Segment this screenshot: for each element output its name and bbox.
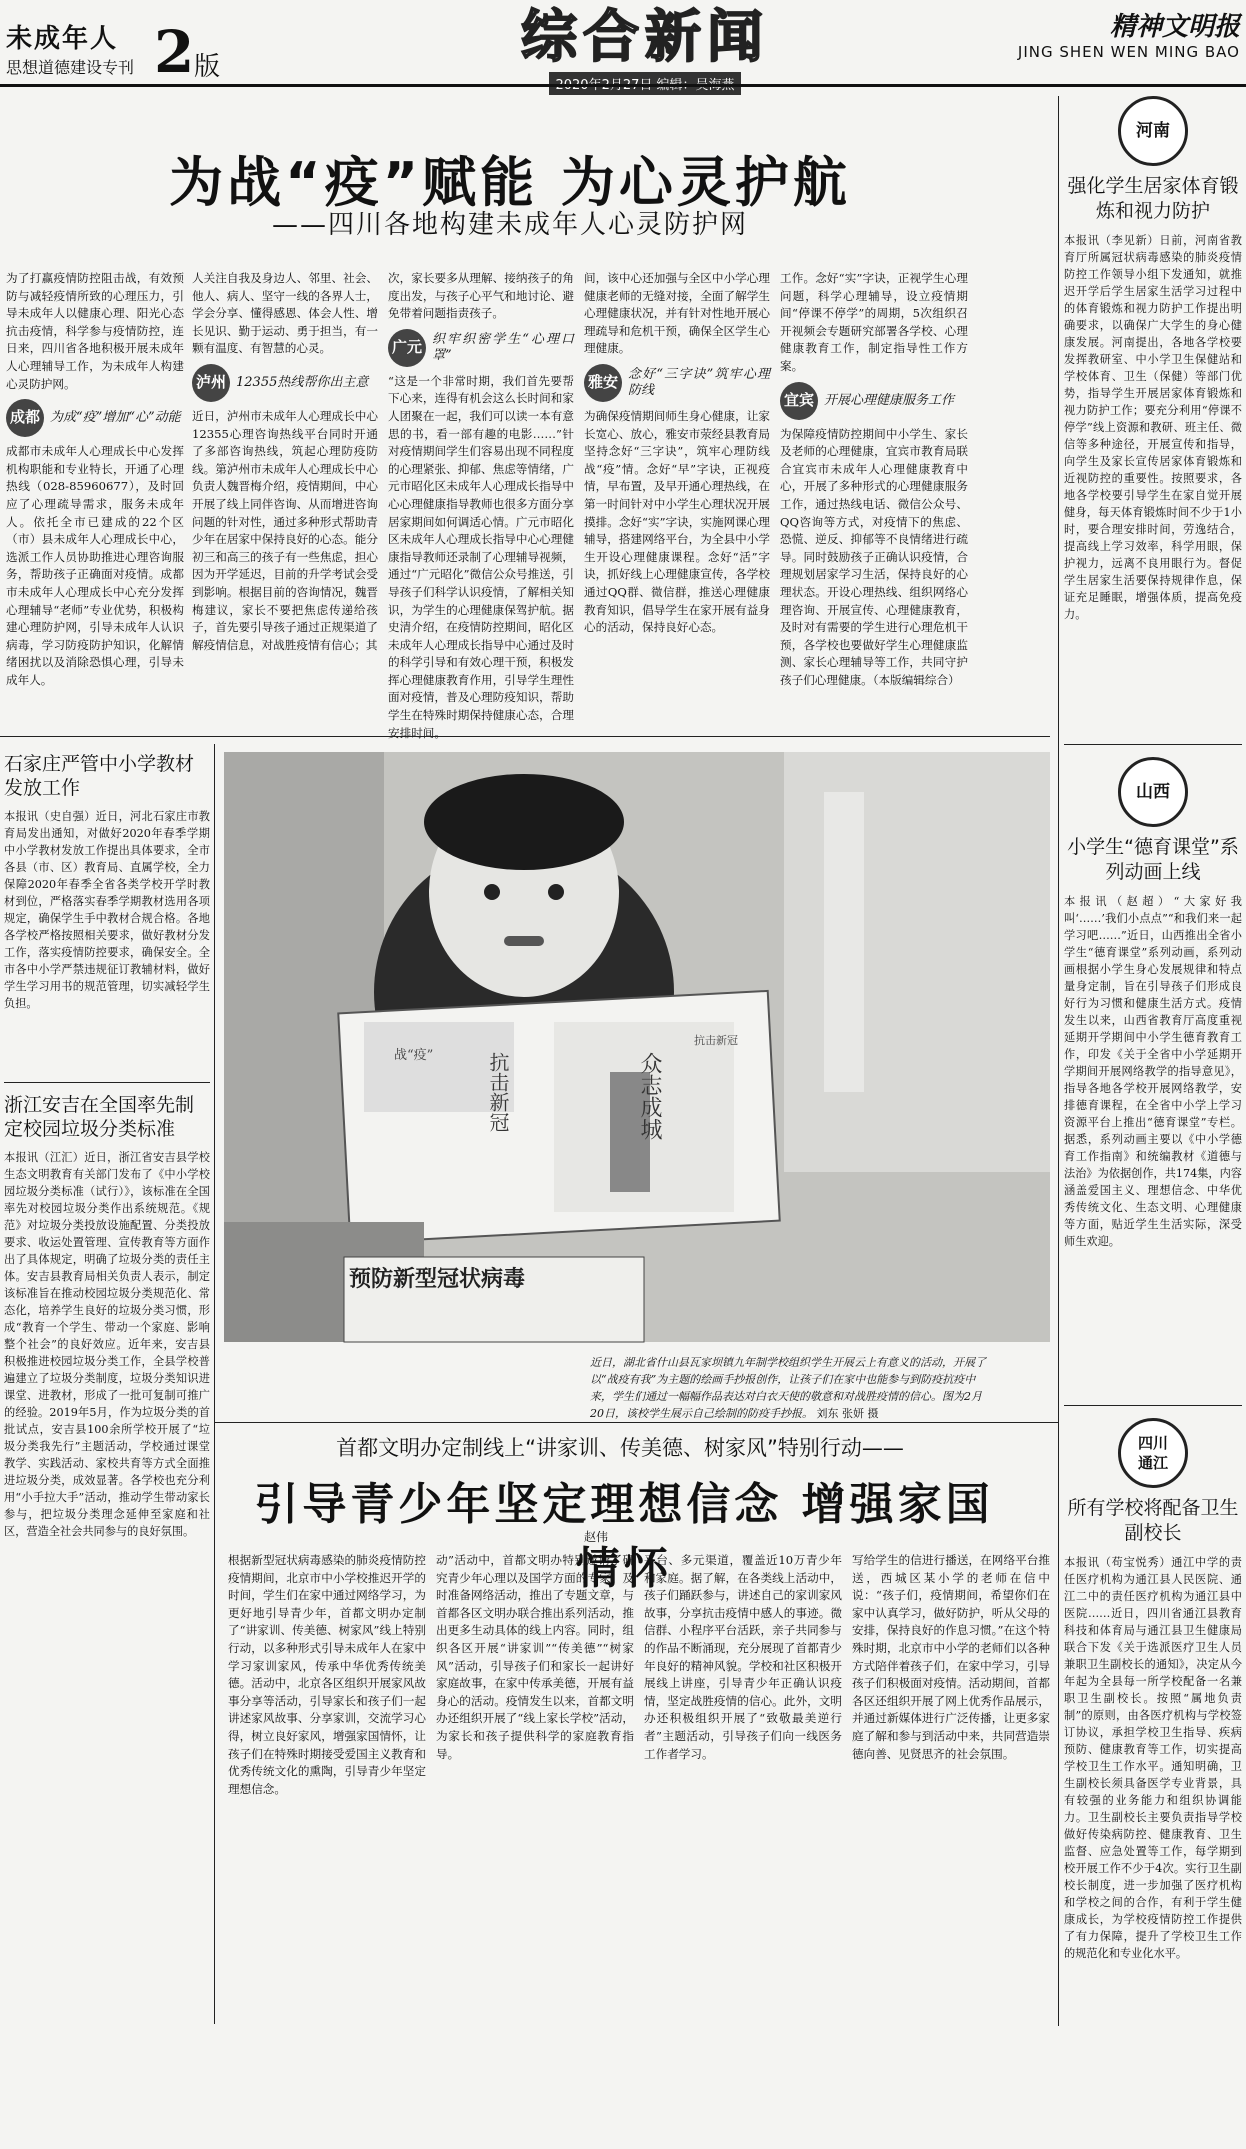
brief-headline: 石家庄严管中小学教材发放工作 (4, 753, 195, 799)
story2-byline: 赵伟 (584, 1530, 609, 1544)
place-seal: 雅安 (584, 364, 622, 402)
brief-headline: 浙江安吉在全国率先制定校园垃圾分类标准 (4, 1094, 195, 1140)
divider (4, 1082, 210, 1083)
subhead-guangyuan (388, 329, 574, 367)
brief-body: 本报讯（苟宝悦秀）通江中学的责任医疗机构为通江县人民医院、通江二中的责任医疗机构为通江县中医院……近日，四川省通江县教育科技和体育局与通江县卫生健康局联合下发《关于选派医疗卫生人员兼职卫生副校长的通知》，决定从今年起为全县每一所学校配备一名兼职卫生副校长。按照“属地负责制”的原则，由各医疗机构与学校签订协议，承担学校卫生指导、疾病预防、健康教育等工作，切实提高学校卫生工作水平。通知明确，卫生副校长须具备医学专业背景，具有较强的业务能力和组织协调能力。卫生副校长主要负责指导学校做好传染病防控、健康教育、卫生监督、应急处置等工作，每学期到校开展工作不少于4次。实行卫生副校长制度，进一步加强了医疗机构和学校之间的合作，有利于学生健康成长，为学校疫情防控工作提供了有力保障，提升了学校卫生工作的规范化和专业化水平。 (1064, 1556, 1242, 1960)
lead-column-1 (6, 270, 184, 690)
lead-paragraph: 成都市未成年人心理成长中心发挥机构职能和专业特长，开通了心理热线（028-85960677），及时回应了心理疏导需求，服务未成年人。依托全市已建成的22个区（市）县未成年人心理成长中心，选派工作人员协助推进心理咨询服务，帮助孩子正确面对疫情。成都市未成年人心理成长中心充分发挥心理辅导“老师”专业优势，积极构建心理防护网，引导未成年人认识病毒，学习防疫防护知识，化解情绪困扰以及消除恐惧心理，引导未成年人。 (6, 444, 184, 687)
section-title: 未成年人 (6, 24, 119, 54)
poster-text: 抗击新冠 (486, 1052, 510, 1132)
left-column (4, 752, 210, 2149)
news-photo (224, 752, 1050, 1342)
region-badge: 山西 (1118, 757, 1188, 827)
lead-column-2 (192, 270, 378, 690)
brief-headline: 所有学校将配备卫生副校长 (1067, 1497, 1239, 1544)
divider (214, 744, 215, 2024)
lead-headline: 为战“疫”赋能 为心灵护航 (169, 151, 851, 214)
poster-text: 众志成城 (637, 1052, 662, 1140)
story2-column-1: 根据新型冠状病毒感染的肺炎疫情防控疫情期间，北京市中小学校推迟开学的时间，学生们在家中通过网络学习，为更好地引导青少年，首都文明办定制了“讲家训、传美德、树家风”线上特别行动，以多种形式引导未成年人在家中学习家训家风，传承中华优秀传统美德。活动中，北京各区组织开展家风故事分享等活动，引导家长和孩子们一起讲述家风故事、分享家训，交流学习心得，树立良好家风，增强家国情怀，让孩子们在特殊时期接受爱国主义教育和优秀传统文化的熏陶，引导青少年坚定理想信念。 (228, 1553, 426, 1796)
brief-body: 本报讯（江汇）近日，浙江省安吉县学校生态文明教育有关部门发布了《中小学校园垃圾分类标准（试行）》，该标准在全国率先对校园垃圾分类作出系统规范。《规范》对垃圾分类投放设施配置、分类投放要求、收运处置管理、宣传教育等方面作出了具体规定，明确了垃圾分类的责任主体。安吉县教育局相关负责人表示，制定该标准旨在推动校园垃圾分类规范化、常态化，培养学生良好的垃圾分类习惯，形成“教育一个学生、带动一个家庭、影响整个社会”的良好效应。近年来，安吉县积极推进校园垃圾分类工作，全县学校普遍建立了垃圾分类制度，垃圾分类知识进课堂、进教材，形成了一批可复制可推广的经验。2019年5月，作为垃圾分类的首批试点，安吉县100余所学校开展了“垃圾分类我先行”主题活动，学校通过课堂教学、实践活动、家校共育等方式全面推进垃圾分类，成效显著。各学校也充分利用“小手拉大手”活动，推动学生带动家长参与，把垃圾分类理念延伸至家庭和社区，营造全社会共同参与的良好氛围。 (4, 1151, 210, 1538)
subhead-text: 12355热线帮你出主意 (236, 374, 369, 390)
paper-name-cn: 精神文明报 (1109, 12, 1240, 42)
masthead-rule (0, 84, 1246, 87)
story2-column-4: 写给学生的信进行播送，在网络平台推送，西城区某小学的老师在信中说：“孩子们，疫情期间，希望你们在家中认真学习，做好防护，听从父母的安排，保持良好的作息习惯。”在这个特殊时期，北京市中小学的老师们以各种方式陪伴着孩子们，在家中学习，引导孩子们积极面对疫情。活动期间，首都各区还组织开展了网上优秀作品展示，并通过新媒体进行广泛传播，让更多家庭了解和参与到活动中来，共同营造崇德向善、见贤思齐的社会氛围。 (852, 1553, 1050, 1761)
brief-body: 本报讯（史自强）近日，河北石家庄市教育局发出通知，对做好2020年春季学期中小学教材发放工作提出具体要求，全市各县（市、区）教育局、直属学校，全力保障2020年春季全省各类学校开学时教材到位，严格落实春季学期教材选用各项规定，确保学生手中教材合规合格。各地各学校严格按照相关要求，做好教材分发工作，落实疫情防控要求，确保安全。全市各中小学严禁违规征订教辅材料，做好学生学习用书的规范管理，切实减轻学生负担。 (4, 810, 210, 1010)
paper-name-en: JING SHEN WEN MING BAO (1017, 43, 1240, 61)
date-line: 2020年2月27日 编辑：吴海燕 (549, 72, 740, 95)
story2-headline: 引导青少年坚定理想信念 增强家国情怀 (254, 1479, 994, 1594)
brief-headline: 小学生“德育课堂”系列动画上线 (1067, 836, 1239, 883)
page-suffix: 版 (194, 52, 221, 82)
subhead-chengdu (6, 399, 184, 437)
page-name: 综合新闻 (521, 5, 769, 70)
subhead-yaan (584, 364, 770, 402)
story2-column-3: 平台、多元渠道，覆盖近10万青少年和家庭。据了解，在各类线上活动中，孩子们踊跃参与，讲述自己的家训家风故事，分享抗击疫情中感人的事迹。微信群、小程序平台活跃，亲子共同参与的作品不断涌现，充分展现了首都青少年良好的精神风貌。学校和社区积极开展线上讲座，引导青少年正确认识疫情，坚定战胜疫情的信心。此外，文明办还积极组织开展了“致敬最美逆行者”主题活动，引导孩子们向一线医务工作者学习。 (644, 1553, 842, 1761)
photo-illustration (224, 752, 1050, 1342)
divider (1064, 1405, 1242, 1406)
place-seal: 宜宾 (780, 382, 818, 420)
section-subtitle: 思想道德建设专刊 (6, 58, 135, 77)
brief-body: 本报讯（李见新）日前，河南省教育厅所属冠状病毒感染的肺炎疫情防控工作领导小组下发通知，就推迟开学后学生居家生活学习过程中的体育锻炼和视力防护工作提出明确要求，以确保广大学生的身心健康发展。河南提出，各地各学校要发挥教研室、中小学卫生保健站和学校体育、卫生（保健）等部门优势，指导学生开展居家体育锻炼和视力防护工作；要充分利用“停课不停学”线上资源和教研、班主任、微信等多种途径，开展宣传和指导，向学生及家长宣传居家体育锻炼和近视防控的重要性。按照要求，各地各学校要引导学生在家自觉开展健身，每天体育锻炼时间不少于1小时，要合理安排时间，劳逸结合，提高线上学习效率，科学用眼，保护视力，远离不良用眼行为。督促学生居家生活要保持规律作息，保证充足睡眠，增强体质，提高免疫力。 (1064, 234, 1242, 621)
page-name-block (480, 6, 810, 95)
region-badge: 四川 通江 (1118, 1418, 1188, 1488)
lead-paragraph: 近日，泸州市未成年人心理成长中心12355心理咨询热线平台同时开通了多部咨询热线，筑起心理防疫防线。第泸州市未成年人心理成长中心负责人魏晋梅介绍，疫情期间，中心开展了线上同伴咨询、从而增进咨询问题的针对性，通过多种形式帮助青少年在居家中保持良好的心态。能分初三和高三的孩子有一些焦虑，担心因为开学延迟，目前的升学考试会受到影响。根据目前的咨询情况，魏晋梅建议，家长不要把焦虑传递给孩子，首先要引导孩子通过正规渠道了解疫情信息，对战胜疫情有信心；其 (192, 408, 378, 652)
lead-paragraph: 为确保疫情期间师生身心健康，让家长宽心、放心，雅安市荥经县教育局坚持念好“三字诀”，筑牢心理防线战“疫”情。念好“早”字诀，正视疫情，早布置，及早开通心理热线，在第一时间针对中小学生心理状况开展摸排。念好“实”字诀，实施网课心理辅导，搭建网络平台，为全县中小学生开设心理健康课程。念好“活”字诀，抓好线上心理健康宣传，各学校通过QQ群、微信群，推送心理健康教育知识，倡导学生在家开展有益身心的活动，保持良好心态。 (584, 408, 770, 635)
lead-paragraph: 次，家长要多从理解、接纳孩子的角度出发，与孩子心平气和地讨论、避免带着问题指责孩子。 (388, 271, 574, 321)
lead-paragraph: 工作。念好“实”字诀，正视学生心理问题，科学心理辅导，设立疫情期间“停课不停学”的周期，5次组织召开视频会专题研究部署各学校、心理健康教育工作，制定指导性工作方案。 (780, 271, 968, 373)
place-seal: 广元 (388, 329, 426, 367)
story2-column-2: 动”活动中，首都文明办特别邀请了研究青少年心理以及国学方面的专家，及时准备网络活动，推出了专题文章，与首都各区文明办联合推出系列活动，推出更多生动具体的线上内容。同时，组织各区开展“讲家训”“传美德”“树家风”活动，引导孩子们和家长一起讲好家庭故事，在家中传承美德，开展有益身心的活动。疫情发生以来，首都文明办还组织开展了“线上家长学校”活动，为家长和孩子提供科学的家庭教育指导。 (436, 1553, 634, 1761)
right-column (1064, 96, 1242, 2074)
subhead-yibin (780, 382, 968, 420)
brief-headline: 强化学生居家体育锻炼和视力防护 (1067, 175, 1239, 222)
lead-paragraph: 间，该中心还加强与全区中小学心理健康老师的无缝对接，全面了解学生心理健康状况，并有针对性地开展心理疏导和危机干预，确保全区学生心理健康。 (584, 271, 770, 356)
place-seal: 泸州 (192, 364, 230, 402)
subhead-text: 织牢织密学生“心理口罩” (432, 331, 574, 363)
page-number: 2 (154, 18, 195, 86)
lead-column-3 (388, 270, 574, 740)
section-masthead (6, 18, 221, 86)
lead-paragraph: “这是一个非常时期，我们首先要帮下心来，连得有机会这么长时间和家人团聚在一起，我们可以读一本有意思的书，看一部有趣的电影……”针对疫情期间学生们容易出现不同程度的心理紧张、抑郁、焦虑等情绪，广元市昭化区未成年人心理成长指导中心心理健康指导教师也很多方面分享居家期间如何调适心情。广元市昭化区未成年人心理成长指导中心心理健康指导教师还录制了心理辅导视频，通过“广元昭化”微信公众号推送，引导孩子们科学认识疫情，了解相关知识，为学生的心理健康保驾护航。据史清介绍，在疫情防控期间，昭化区未成年人心理成长指导中心通过及时的科学引导和有效心理干预，积极发挥心理健康教育作用，引导学生理性面对疫情，普及心理防疫知识，帮助学生在特殊时期保持健康心态，合理安排时间。 (388, 373, 574, 740)
subhead-text: 为成“疫”增加“心”动能 (50, 410, 181, 426)
region-badge: 河南 (1118, 96, 1188, 166)
story2-kicker: 首都文明办定制线上“讲家训、传美德、树家风”特别行动—— (336, 1436, 904, 1460)
divider (1058, 96, 1059, 2026)
poster-text: 战“疫” (394, 1048, 434, 1063)
lead-paragraph: 为了打赢疫情防控阻击战，有效预防与减轻疫情所致的心理压力，引导未成年人以健康心理、阳光心态抗击疫情，科学参与疫情防控，连日来，四川省各地积极开展未成年人心理辅导工作，为未成年人构建心灵防护网。 (6, 271, 184, 391)
photo-caption (590, 1354, 995, 1422)
caption-text: 近日，湖北省什山县瓦家坝镇九年制学校组织学生开展云上有意义的活动，开展了以“战疫有我”为主题的绘画手抄报创作，让孩子们在家中也能参与到防疫抗疫中来，学生们通过一幅幅作品表达对白衣天使的敬意和对战胜疫情的信心。图为2月20日，该校学生展示自己绘制的防疫手抄报。 (590, 1356, 986, 1420)
subhead-text: 开展心理健康服务工作 (824, 392, 955, 408)
poster-banner: 预防新型冠状病毒 (349, 1266, 526, 1292)
lead-subheadline: ——四川各地构建未成年人心灵防护网 (271, 210, 748, 240)
paper-logo (1012, 6, 1240, 61)
lead-paragraph: 为保障疫情防控期间中小学生、家长及老师的心理健康，宜宾市教育局联合宜宾市未成年人心理健康教育中心，开展了多种形式的心理健康服务工作，通过热线电话、微信公众号、QQ咨询等方式，对疫情下的焦虑、恐慌、逆反、抑郁等不良情绪进行疏导。同时鼓励孩子正确认识疫情，合理规划居家学习生活，保持良好的心理状态。开设心理热线、组织网络心理咨询、开展宣传、心理健康教育，及时对有需要的学生进行心理危机干预，各学校也要做好学生心理健康监测、家长心理辅导等工作，共同守护孩子们心理健康。（本版编辑综合） (780, 426, 968, 687)
subhead-luzhou (192, 364, 378, 402)
photo-credit: 刘东 张妍 摄 (816, 1407, 879, 1420)
lead-paragraph: 人关注自我及身边人、邻里、社会、他人、病人、坚守一线的各界人士，学会分享、懂得感恩、体会人性、增长见识、勤于运动、勇于担当，有一颗有温度、有智慧的心灵。 (192, 271, 378, 356)
lead-column-4 (584, 270, 770, 690)
poster-text: 抗击新冠 (694, 1034, 738, 1047)
subhead-text: 念好“三字诀”筑牢心理防线 (628, 366, 770, 398)
divider (1064, 744, 1242, 745)
lead-column-5 (780, 270, 968, 690)
place-seal: 成都 (6, 399, 44, 437)
divider (0, 736, 1050, 737)
brief-body: 本报讯（赵超）“大家好我叫‘……’我们小点点”“和我们来一起学习吧……”近日，山西推出全省小学生“德育课堂”系列动画，系列动画根据小学生身心发展规律和特点量身定制，旨在引导孩子们形成良好行为习惯和健康生活方式。疫情发生以来，山西省教育厅高度重视延期开学期间中小学生德育教育工作，印发《关于全省中小学延期开学期间开展网络教学的指导意见》，指导各地各学校开展网络教学，安排德育课程，在全省中小学上学习资源平台上推出“德育课堂”专栏。据悉，系列动画主要以《中小学德育工作指南》和统编教材《道德与法治》为依据创作，共174集，内容涵盖爱国主义、理想信念、中华优秀传统文化、生态文明、心理健康等方面，贴近学生生活实际，深受师生欢迎。 (1064, 895, 1242, 1248)
divider (214, 1422, 1058, 1423)
